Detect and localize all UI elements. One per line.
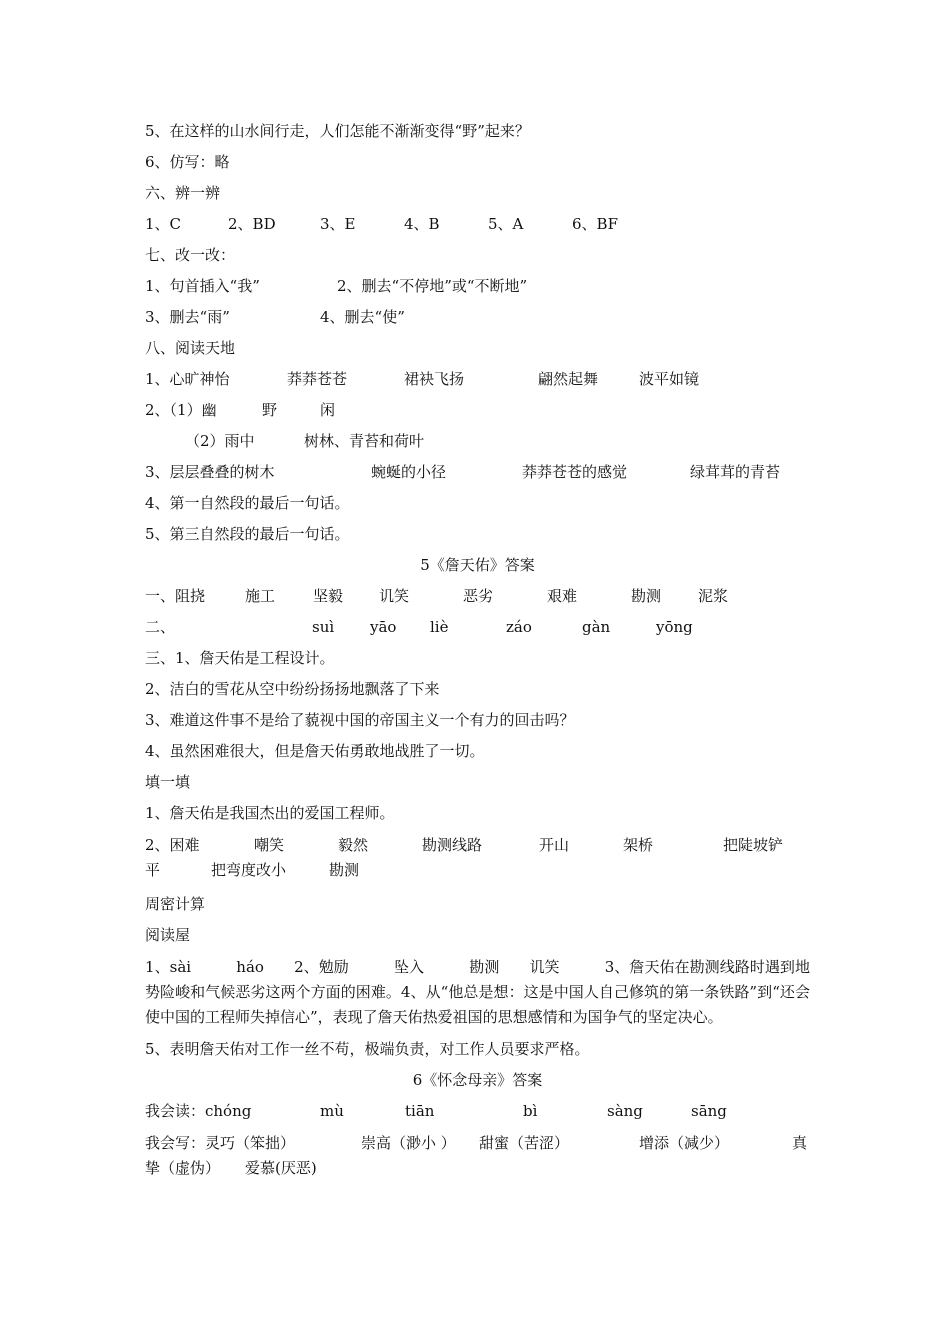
answer-item: 开山: [539, 836, 570, 854]
answer-item: 崇高（渺小 ）: [361, 1134, 456, 1152]
answer-item: 增添（减少）: [639, 1134, 730, 1152]
answer-item: 勘测: [329, 861, 360, 879]
answer-item: 1、心旷神怡: [145, 370, 230, 388]
pinyin-row: [145, 612, 810, 643]
answer-item: 6、BF: [572, 215, 618, 233]
answer-row: [145, 858, 810, 883]
line: 5、表明詹天佑对工作一丝不苟，极端负责，对工作人员要求严格。: [145, 1040, 590, 1058]
line: 1、詹天佑是我国杰出的爱国工程师。: [145, 804, 395, 822]
answer-item: 树林、青苔和荷叶: [304, 432, 425, 450]
answer-item: 1、C: [145, 215, 182, 233]
answer-row: [145, 395, 810, 426]
answer-row: [145, 1156, 810, 1181]
chapter-heading: 5《詹天佑》答案: [420, 556, 535, 574]
section-heading: 填一填: [145, 773, 191, 791]
pinyin-item: yōng: [656, 618, 693, 636]
answer-item: 裙袂飞扬: [404, 370, 465, 388]
pinyin-item: suì: [312, 618, 335, 636]
answer-item: 莽莽苍苍: [287, 370, 348, 388]
document-content: [145, 116, 810, 1181]
pinyin-item: bì: [523, 1102, 538, 1120]
answer-row: [145, 426, 810, 457]
answer-row: [145, 581, 810, 612]
line: 5、在这样的山水间行走，人们怎能不渐渐变得“野”起来？: [145, 122, 530, 140]
answer-item: 施工: [245, 587, 276, 605]
answer-item: 2、困难: [145, 836, 200, 854]
answer-item: 波平如镜: [639, 370, 700, 388]
line: 4、第一自然段的最后一句话。: [145, 494, 350, 512]
answer-row: [145, 364, 810, 395]
line: 4、虽然困难很大，但是詹天佑勇敢地战胜了一切。: [145, 742, 485, 760]
pinyin-item: yāo: [370, 618, 397, 636]
line: 5、第三自然段的最后一句话。: [145, 525, 350, 543]
answer-item: 勘测: [631, 587, 662, 605]
pinyin-item: sàng: [607, 1102, 643, 1120]
answer-item: 把陡坡铲: [723, 836, 784, 854]
answer-item: 4、删去“使”: [320, 308, 405, 326]
answer-item: 5、A: [488, 215, 524, 233]
line: 6、仿写：略: [145, 153, 230, 171]
answer-item: 平: [145, 861, 161, 879]
answer-item: 泥浆: [698, 587, 729, 605]
answer-item: 翩然起舞: [538, 370, 599, 388]
answer-item: 闲: [320, 401, 336, 419]
answer-item: 毅然: [338, 836, 369, 854]
answer-item: 3、E: [320, 215, 356, 233]
answer-item: 2、BD: [228, 215, 276, 233]
chapter-heading: 6《怀念母亲》答案: [412, 1071, 543, 1089]
answer-item: 3、删去“雨”: [145, 308, 230, 326]
answer-item: 架桥: [623, 836, 654, 854]
answer-row: [145, 1131, 810, 1156]
pinyin-row: [145, 1096, 810, 1127]
answer-item: 野: [262, 401, 278, 419]
line: 3、难道这件事不是给了藐视中国的帝国主义一个有力的回击吗？: [145, 711, 575, 729]
answer-item: 2、删去“不停地”或“不断地”: [337, 277, 528, 295]
answer-item: 绿茸茸的青苔: [690, 463, 781, 481]
reading-answer-paragraph: 1、sài háo 2、勉励 坠入 勘测 讥笑 3、詹天佑在勘测线路时遇到地势险峻和气候恶劣这两个方面的困难。4、从“他总是想：这是中国人自己修筑的第一条铁路”到“还会使中国的工程师失掉信心”，表现了詹天佑热爱祖国的思想感情和为国争气的坚定决心。: [145, 958, 810, 1026]
answer-item: 2、（1）幽: [145, 401, 217, 419]
answer-item: 3、层层叠叠的树木: [145, 463, 275, 481]
answer-item: 坚毅: [313, 587, 344, 605]
pinyin-item: mù: [320, 1102, 344, 1120]
answer-item: 恶劣: [463, 587, 494, 605]
answer-row: [145, 209, 810, 240]
answer-item: （2）雨中: [185, 432, 255, 450]
answer-item: 莽莽苍苍的感觉: [522, 463, 628, 481]
answer-item: 把弯度改小: [211, 861, 287, 879]
pinyin-item: záo: [506, 618, 532, 636]
section-heading: 阅读屋: [145, 926, 191, 944]
line: 三、1、詹天佑是工程设计。: [145, 649, 335, 667]
answer-item: 二、: [145, 618, 176, 636]
pinyin-item: liè: [430, 618, 449, 636]
pinyin-item: gàn: [582, 618, 611, 636]
pinyin-item: tiān: [405, 1102, 435, 1120]
answer-item: 一、阻挠: [145, 587, 206, 605]
answer-item: 真: [792, 1134, 808, 1152]
section-heading: 七、改一改：: [145, 246, 236, 264]
section-heading: 六、辨一辨: [145, 184, 221, 202]
answer-item: 1、句首插入“我”: [145, 277, 260, 295]
section-heading: 周密计算: [145, 895, 206, 913]
answer-item: 讥笑: [379, 587, 410, 605]
answer-row: [145, 833, 810, 858]
answer-item: 艰难: [547, 587, 578, 605]
answer-item: 甜蜜（苦涩）: [479, 1134, 570, 1152]
answer-item: 4、B: [404, 215, 440, 233]
answer-item: 我会写：灵巧（笨拙）: [145, 1134, 296, 1152]
answer-item: 挚（虚伪）: [145, 1159, 221, 1177]
line: 2、洁白的雪花从空中纷纷扬扬地飘落了下来: [145, 680, 440, 698]
answer-item: 爱慕(厌恶): [245, 1159, 317, 1177]
answer-row: [145, 271, 810, 302]
answer-item: 蜿蜒的小径: [371, 463, 447, 481]
pinyin-item: sāng: [691, 1102, 727, 1120]
answer-item: 嘲笑: [254, 836, 285, 854]
answer-row: [145, 457, 810, 488]
answer-item: 勘测线路: [422, 836, 483, 854]
answer-item: 我会读：chóng: [145, 1102, 252, 1120]
section-heading: 八、阅读天地: [145, 339, 236, 357]
answer-row: [145, 302, 810, 333]
